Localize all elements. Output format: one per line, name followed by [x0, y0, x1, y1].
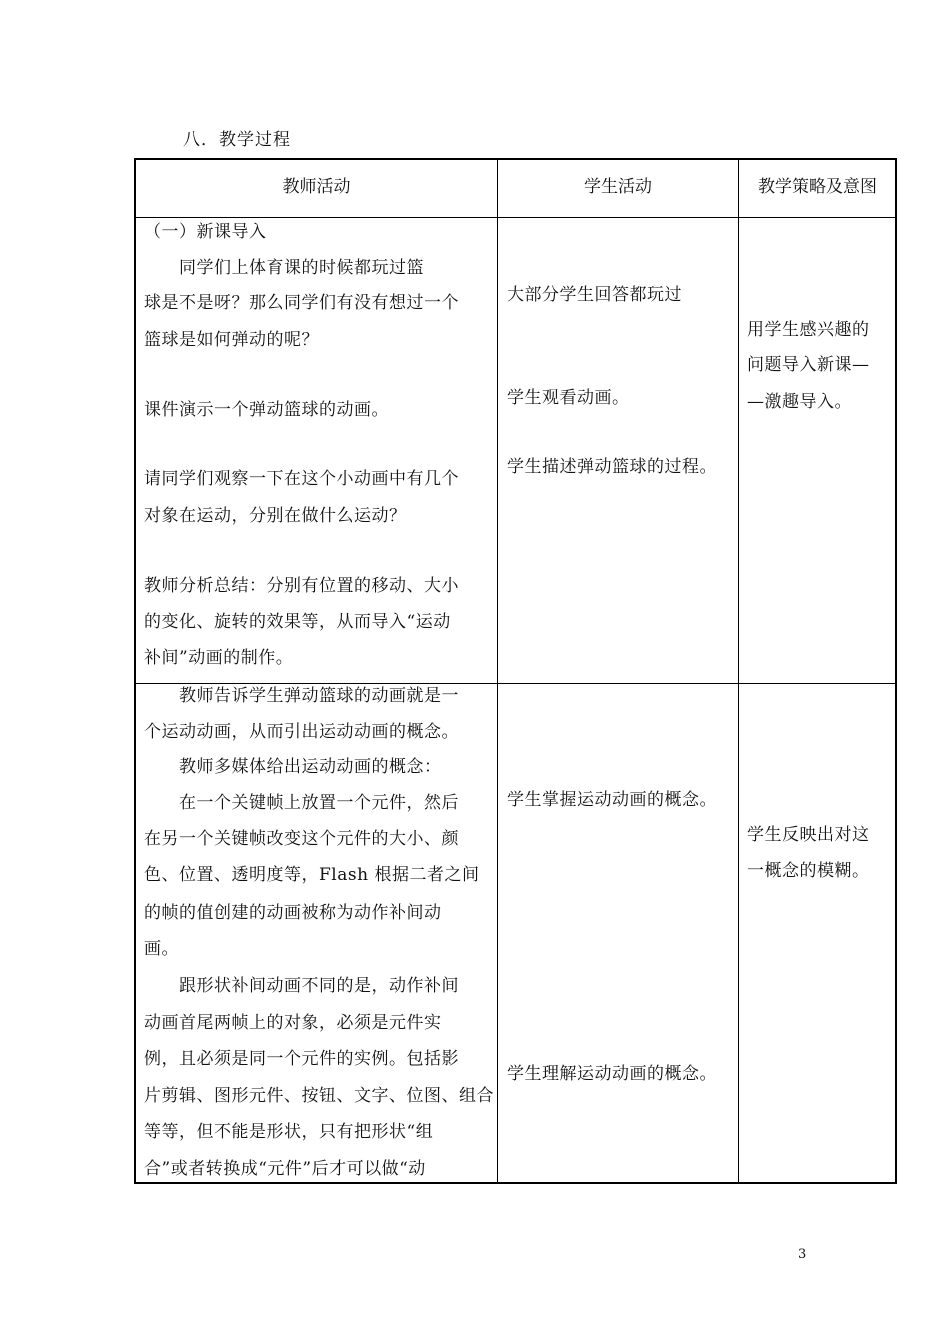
row2-teacher-line: 动画首尾两帧上的对象，必须是元件实 [144, 1013, 442, 1033]
row2-teacher-line: 在一个关键帧上放置一个元件，然后 [144, 793, 459, 813]
row1-teacher-line: 球是不是呀？那么同学们有没有想过一个 [144, 293, 459, 313]
row2-strategy-line: 学生反映出对这 [747, 825, 870, 845]
row1-teacher-line: 同学们上体育课的时候都玩过篮 [144, 258, 424, 278]
row2-teacher-line: 跟形状补间动画不同的是，动作补间 [144, 976, 459, 996]
column-divider-1 [497, 158, 498, 1184]
row2-teacher-line: 教师告诉学生弹动篮球的动画就是一 [144, 686, 459, 706]
header-student-activity: 学生活动 [584, 177, 652, 197]
row1-strategy-line: 问题导入新课— [747, 355, 870, 375]
column-divider-2 [738, 158, 739, 1184]
row2-teacher-line: 等等，但不能是形状，只有把形状“组 [144, 1122, 434, 1142]
row2-teacher-line: 例，且必须是同一个元件的实例。包括影 [144, 1049, 459, 1069]
row1-teacher-line: 课件演示一个弹动篮球的动画。 [144, 400, 389, 420]
row2-teacher-line: 画。 [144, 939, 179, 959]
row2-strategy-line: 一概念的模糊。 [747, 861, 870, 881]
row1-teacher-line: 补间”动画的制作。 [144, 648, 294, 668]
row2-teacher-line: 教师多媒体给出运动动画的概念： [144, 757, 442, 777]
section-title: 八．教学过程 [183, 130, 291, 150]
row1-student-line: 大部分学生回答都玩过 [507, 285, 682, 305]
row1-teacher-line: 请同学们观察一下在这个小动画中有几个 [144, 469, 459, 489]
row2-teacher-line: 的帧的值创建的动画被称为动作补间动 [144, 903, 442, 923]
header-strategy: 教学策略及意图 [758, 177, 877, 197]
page-number: 3 [798, 1247, 807, 1262]
row2-teacher-line: 在另一个关键帧改变这个元件的大小、颜 [144, 829, 459, 849]
row1-teacher-line: （一）新课导入 [144, 222, 267, 242]
row2-student-line: 学生理解运动动画的概念。 [507, 1064, 717, 1084]
row2-teacher-line: 色、位置、透明度等，Flash 根据二者之间 [144, 865, 480, 885]
row2-teacher-line: 个运动动画，从而引出运动动画的概念。 [144, 722, 459, 742]
row1-strategy-line: 用学生感兴趣的 [747, 320, 870, 340]
row1-teacher-line: 篮球是如何弹动的呢？ [144, 330, 319, 350]
row1-teacher-line: 的变化、旋转的效果等，从而导入“运动 [144, 612, 451, 632]
row1-student-line: 学生描述弹动篮球的过程。 [507, 457, 717, 477]
row2-teacher-line: 合”或者转换成“元件”后才可以做“动 [144, 1159, 426, 1179]
header-teacher-activity: 教师活动 [282, 177, 351, 197]
row2-teacher-line: 片剪辑、图形元件、按钮、文字、位图、组合 [144, 1086, 494, 1106]
row2-student-line: 学生掌握运动动画的概念。 [507, 790, 717, 810]
row1-teacher-line: 教师分析总结：分别有位置的移动、大小 [144, 576, 459, 596]
row1-strategy-line: —激趣导入。 [747, 392, 852, 412]
row1-teacher-line: 对象在运动，分别在做什么运动？ [144, 506, 407, 526]
row1-student-line: 学生观看动画。 [507, 388, 630, 408]
